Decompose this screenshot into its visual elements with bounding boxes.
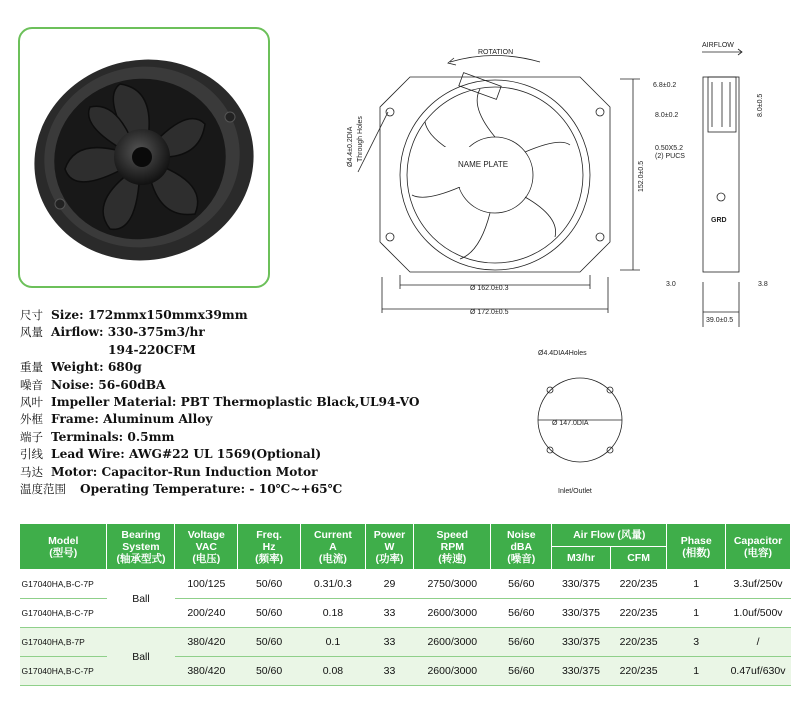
header-text: (电流) xyxy=(318,552,347,565)
cell-phase: 1 xyxy=(667,570,726,599)
spec-value: Impeller Material: PBT Thermoplastic Black,UL94-VO xyxy=(51,395,420,410)
header-text: Freq. xyxy=(256,528,282,541)
spec-value: Frame: Aluminum Alloy xyxy=(51,412,213,427)
hole-marker xyxy=(607,447,613,453)
header-m3hr: M3/hr xyxy=(552,547,611,570)
hole-dia-label: Ø4.4±0.2DIA xyxy=(347,126,354,167)
width-dim-lines xyxy=(382,275,608,313)
header-text: W xyxy=(384,540,395,553)
cell-noise: 56/60 xyxy=(491,657,552,686)
header-text: A xyxy=(329,540,337,553)
cell-current: 0.1 xyxy=(300,628,365,657)
header-text: Noise xyxy=(506,528,536,541)
cell-voltage: 200/240 xyxy=(175,599,238,628)
spec-weight xyxy=(20,359,440,376)
cell-noise: 56/60 xyxy=(491,570,552,599)
side-view-frame xyxy=(703,77,739,272)
header-airflow: Air Flow (风量) xyxy=(552,524,667,547)
spec-value: Lead Wire: AWG#22 UL 1569(Optional) xyxy=(51,447,322,462)
spec-noise xyxy=(20,377,440,394)
spec-value: Noise: 56-60dBA xyxy=(51,377,166,392)
cell-current: 0.31/0.3 xyxy=(300,570,365,599)
hole-pattern-drawing xyxy=(520,345,680,495)
spec-value: Size: 172mmx150mmx39mm xyxy=(51,308,248,322)
header-text: dBA xyxy=(510,540,533,553)
header-text: (电容) xyxy=(744,546,773,559)
cell-bearing: Ball xyxy=(107,628,175,686)
spec-airflow xyxy=(20,324,440,341)
cell-freq: 50/60 xyxy=(238,657,301,686)
rotation-label: ROTATION xyxy=(478,49,514,56)
cell-model: G17040HA,B-C-7P xyxy=(20,657,107,686)
cell-cfm: 220/235 xyxy=(610,599,667,628)
mount-hole xyxy=(596,233,604,241)
pucs-label-1: 0.50X5.2 xyxy=(655,145,684,152)
cell-noise: 56/60 xyxy=(491,628,552,657)
height-dim-lines xyxy=(620,79,640,270)
inner-dim-label: Ø 162.0±0.3 xyxy=(470,285,509,292)
cell-m3hr: 330/375 xyxy=(552,657,611,686)
cell-power: 33 xyxy=(365,628,413,657)
cell-freq: 50/60 xyxy=(238,628,301,657)
cell-phase: 3 xyxy=(667,628,726,657)
header-voltage xyxy=(175,524,238,570)
header-text: (电压) xyxy=(192,552,221,565)
spec-value: Terminals: 0.5mm xyxy=(51,429,175,444)
side-view-pins xyxy=(712,82,730,127)
spec-cn-label: 噪音 xyxy=(20,377,43,392)
spec-cn-label: 马达 xyxy=(20,464,43,479)
header-bearing xyxy=(107,524,175,570)
cell-power: 29 xyxy=(365,570,413,599)
mount-hole xyxy=(386,108,394,116)
header-text: Current xyxy=(313,528,352,541)
header-text: RPM xyxy=(440,540,464,553)
header-model xyxy=(20,524,107,570)
header-freq xyxy=(238,524,301,570)
header-text: Speed xyxy=(436,528,469,541)
header-phase xyxy=(667,524,726,570)
spec-cn-label: 风量 xyxy=(20,325,43,340)
cell-speed: 2600/3000 xyxy=(414,657,491,686)
spec-cn-label: 端子 xyxy=(20,429,43,444)
fan-photo xyxy=(20,29,268,286)
cell-capacitor: / xyxy=(726,628,791,657)
dim-3-label: 3.0 xyxy=(666,281,676,288)
dim-38-label: 3.8 xyxy=(758,281,768,288)
header-current xyxy=(300,524,365,570)
header-text: System xyxy=(122,540,160,553)
table-row xyxy=(20,570,791,599)
cell-freq: 50/60 xyxy=(238,599,301,628)
table-row xyxy=(20,628,791,657)
cell-cfm: 220/235 xyxy=(610,628,667,657)
spec-airflow-cfm xyxy=(20,342,440,359)
spec-value: Motor: Capacitor-Run Induction Motor xyxy=(51,464,318,479)
ground-hole xyxy=(717,193,725,201)
cell-power: 33 xyxy=(365,599,413,628)
cell-model: G17040HA,B-C-7P xyxy=(20,599,107,628)
spec-leadwire xyxy=(20,446,440,463)
cell-speed: 2600/3000 xyxy=(414,599,491,628)
hole-marker xyxy=(547,447,553,453)
spec-list xyxy=(20,307,440,498)
through-holes-label: Through Holes xyxy=(357,116,364,162)
header-speed xyxy=(414,524,491,570)
header-power xyxy=(365,524,413,570)
cell-freq: 50/60 xyxy=(238,570,301,599)
cell-power: 33 xyxy=(365,657,413,686)
header-text: Power xyxy=(373,528,406,541)
spec-cn-label: 重量 xyxy=(20,360,43,375)
header-text: VAC xyxy=(195,540,217,553)
cell-capacitor: 0.47uf/630v xyxy=(726,657,791,686)
cell-voltage: 380/420 xyxy=(175,628,238,657)
dimension-drawing xyxy=(330,27,790,327)
spec-frame xyxy=(20,411,440,428)
pcd-label: Ø 147.0DIA xyxy=(552,420,589,427)
cell-model: G17040HA,B-C-7P xyxy=(20,570,107,599)
header-text: Phase xyxy=(680,534,712,547)
header-text: (噪音) xyxy=(507,552,536,565)
cell-cfm: 220/235 xyxy=(610,657,667,686)
cell-model: G17040HA,B-7P xyxy=(20,628,107,657)
cell-cfm: 220/235 xyxy=(610,570,667,599)
dim-top1-label: 8.0±0.2 xyxy=(655,112,679,119)
spec-cn-label: 引线 xyxy=(20,447,43,462)
header-text: (相数) xyxy=(682,546,711,559)
cell-m3hr: 330/375 xyxy=(552,628,611,657)
header-text: Bearing xyxy=(121,528,161,541)
spec-temperature xyxy=(20,481,440,498)
spec-table xyxy=(19,523,791,686)
spec-value: Operating Temperature: - 10℃~+65℃ xyxy=(80,482,343,497)
mount-hole xyxy=(596,108,604,116)
cell-voltage: 100/125 xyxy=(175,570,238,599)
cell-speed: 2600/3000 xyxy=(414,628,491,657)
header-text: (轴承型式) xyxy=(116,552,166,565)
outer-dim-label: Ø 172.0±0.5 xyxy=(470,309,509,316)
pucs-label-2: (2) PUCS xyxy=(655,153,685,160)
spec-cn-label: 温度范围 xyxy=(20,482,66,497)
header-text: Model xyxy=(48,534,79,547)
cell-phase: 1 xyxy=(667,657,726,686)
rotation-arrow xyxy=(450,56,540,63)
mount-hole xyxy=(386,233,394,241)
spec-cn-label: 尺寸 xyxy=(20,308,43,322)
cell-noise: 56/60 xyxy=(491,599,552,628)
spec-terminals xyxy=(20,429,440,446)
cell-capacitor: 1.0uf/500v xyxy=(726,599,791,628)
cell-capacitor: 3.3uf/250v xyxy=(726,570,791,599)
depth-dim-label: 39.0±0.5 xyxy=(706,317,734,324)
spec-value: Weight: 680g xyxy=(51,360,142,375)
header-cfm: CFM xyxy=(610,547,667,570)
cell-current: 0.08 xyxy=(300,657,365,686)
cell-phase: 1 xyxy=(667,599,726,628)
cell-m3hr: 330/375 xyxy=(552,570,611,599)
airflow-label: AIRFLOW xyxy=(702,42,734,49)
cell-speed: 2750/3000 xyxy=(414,570,491,599)
inlet-outlet-label: Inlet/Outlet xyxy=(558,488,592,495)
header-text: (型号) xyxy=(49,546,78,559)
nameplate-label: NAME PLATE xyxy=(458,160,509,169)
spec-motor xyxy=(20,464,440,481)
airflow-arrow xyxy=(702,49,742,55)
header-text: (频率) xyxy=(255,552,284,565)
header-text: (功率) xyxy=(375,552,404,565)
height-dim-label: 152.0±0.5 xyxy=(638,160,645,192)
hole-marker xyxy=(607,387,613,393)
header-text: Voltage xyxy=(187,528,225,541)
spec-value: Airflow: 330-375m3/hr xyxy=(51,325,205,340)
header-text: (转速) xyxy=(438,552,467,565)
tab-dim-label: 6.8±0.2 xyxy=(653,82,677,89)
spec-impeller xyxy=(20,394,440,411)
spec-cn-label: 风叶 xyxy=(20,395,43,410)
header-text: Hz xyxy=(262,540,276,553)
spec-cn-label: 外框 xyxy=(20,412,43,427)
cell-voltage: 380/420 xyxy=(175,657,238,686)
spec-value: 194-220CFM xyxy=(108,342,196,357)
hole-marker xyxy=(547,387,553,393)
cell-m3hr: 330/375 xyxy=(552,599,611,628)
holes-label: Ø4.4DIA4Holes xyxy=(538,350,587,357)
header-text: Capacitor xyxy=(733,534,783,547)
grd-label: GRD xyxy=(711,217,727,224)
dim-top2-label: 8.0±0.5 xyxy=(757,93,764,117)
cell-current: 0.18 xyxy=(300,599,365,628)
cell-bearing: Ball xyxy=(107,570,175,628)
header-capacitor xyxy=(726,524,791,570)
header-noise xyxy=(491,524,552,570)
product-photo-frame xyxy=(18,27,270,288)
